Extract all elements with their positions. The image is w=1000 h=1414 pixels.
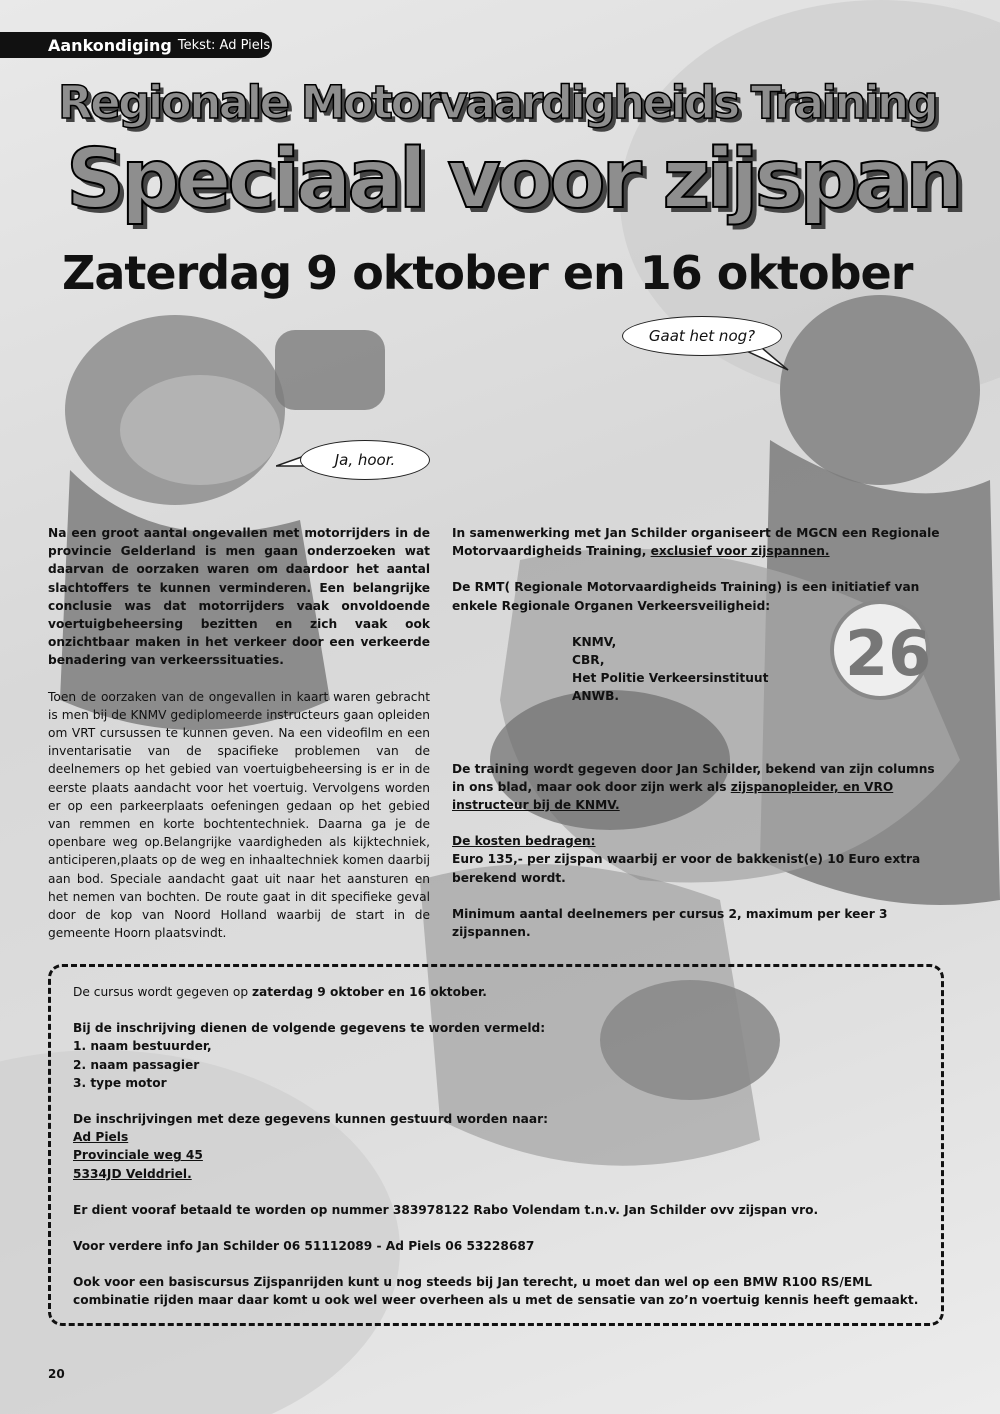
speech-bubble-question-text: Gaat het nog? (648, 327, 756, 345)
costs-text: Euro 135,- per zijspan waarbij er voor de bakkenist(e) 10 Euro extra berekend wordt. (452, 852, 921, 885)
author-credit: Tekst: Ad Piels (177, 37, 271, 53)
registration-item: 1. naam bestuurder, (73, 1039, 212, 1054)
article-title-line1: Regionale Motorvaardigheids Training (58, 76, 937, 129)
registration-item: 3. type motor (73, 1075, 167, 1090)
organisation-item: ANWB. (572, 689, 619, 704)
race-number: 26 (845, 617, 932, 690)
organisation-item: KNMV, (572, 634, 617, 649)
article-title-line2: Speciaal voor zijspan (66, 132, 960, 227)
organisation-item: CBR, (572, 653, 605, 668)
registration-item: 2. naam passagier (73, 1057, 200, 1072)
bubble-tail-question (740, 348, 800, 378)
page-number: 20 (48, 1367, 65, 1381)
speech-bubble-question (622, 316, 782, 356)
body-paragraph: Toen de oorzaken van de ongevallen in kaart waren gebracht is men bij de KNMV gediplomeerde instructeurs gaan opleiden om VRT cursussen te kunnen geven. Na een videofilm en een inventarisatie van de spacifieke problemen van de deelnemers op het gebied van voertuigbeheersing is er in de eerste plaats aandacht voor het voertuig. Vervolgens worden er op een parkeerplaats oefeningen gedaan op het gebied van remmen en korte bochtentechniek. Daarna ga je de openbare weg op.Belangrijke vaardigheden als kijktechniek, anticiperen,plaats op de weg en inhaaltechniek komen daarbij aan bod. Speciale aandacht gaat uit naar het aansturen en het nemen van bochten. De route gaat in dit specifieke geval door de kop van Noord Holland waarbij de start in de gemeente Hoorn plaatsvindt. (48, 689, 430, 941)
speech-bubble-answer (300, 440, 430, 480)
course-dates-prefix: De cursus wordt gegeven op (73, 985, 252, 999)
rmt-paragraph: De RMT( Regionale Motorvaardigheids Training) is een initiatief van enkele Regionale Organen Verkeersveiligheid: (452, 580, 920, 613)
costs-heading: De kosten bedragen: (452, 834, 596, 849)
address-line: Ad Piels (73, 1130, 129, 1145)
basic-course-info: Ook voor een basiscursus Zijspanrijden kunt u nog steeds bij Jan terecht, u moet dan wel op een BMW R100 RS/EML combinatie rijden maar daar komt u ook wel weer overheen als u met de sensatie van zo’n voertuig kennis heeft gemaakt. (73, 1275, 919, 1308)
exclusive-sidecar-text: exclusief voor zijspannen. (650, 544, 830, 559)
trainer-text: De training wordt gegeven door Jan Schilder, bekend van zijn columns in ons blad, maar ook door zijn werk als (452, 761, 935, 794)
intro-paragraph: Na een groot aantal ongevallen met motorrijders in de provincie Gelderland is men gaan onderzoeken wat daarvan de oorzaken waren om daardoor het aantal slachtoffers te kunnen verminderen. Een belangrijke conclusie was dat motorrijders vaak onvoldoende voertuigbeheersing bezitten en zich vaak ook onzichtbaar maken in het verkeer door een verkeerde benadering van verkeerssituaties. (48, 526, 430, 668)
address-line: 5334JD Velddriel. (73, 1166, 192, 1181)
participants-limit: Minimum aantal deelnemers per cursus 2, maximum per keer 3 zijspannen. (452, 906, 888, 940)
section-tag (0, 32, 272, 58)
left-column (48, 524, 430, 942)
contact-info: Voor verdere info Jan Schilder 06 51112089 - Ad Piels 06 53228687 (73, 1239, 535, 1254)
course-dates-line (73, 983, 941, 1001)
trainer-paragraph (452, 760, 942, 815)
organisation-item: Het Politie Verkeersinstituut (572, 671, 769, 686)
send-intro: De inschrijvingen met deze gegevens kunnen gestuurd worden naar: (73, 1112, 548, 1127)
trainer-role-text: zijspanopleider, en VRO instructeur bij de KNMV. (452, 779, 894, 813)
registration-info-box (48, 964, 944, 1326)
organisations-list (452, 633, 942, 706)
right-column (452, 524, 942, 941)
collaboration-text: In samenwerking met Jan Schilder organiseert de MGCN een Regionale Motorvaardigheids Training, (452, 526, 940, 559)
speech-bubble-answer-text: Ja, hoor. (334, 451, 396, 469)
section-label: Aankondiging (48, 35, 172, 55)
payment-info: Er dient vooraf betaald te worden op nummer 383978122 Rabo Volendam t.n.v. Jan Schilder ovv zijspan vro. (73, 1202, 819, 1217)
registration-intro: Bij de inschrijving dienen de volgende gegevens te worden vermeld: (73, 1021, 546, 1036)
address-line: Provinciale weg 45 (73, 1148, 203, 1163)
course-dates: zaterdag 9 oktober en 16 oktober. (251, 985, 487, 999)
collaboration-paragraph (452, 524, 942, 560)
event-dates-heading: Zaterdag 9 oktober en 16 oktober (62, 246, 913, 300)
